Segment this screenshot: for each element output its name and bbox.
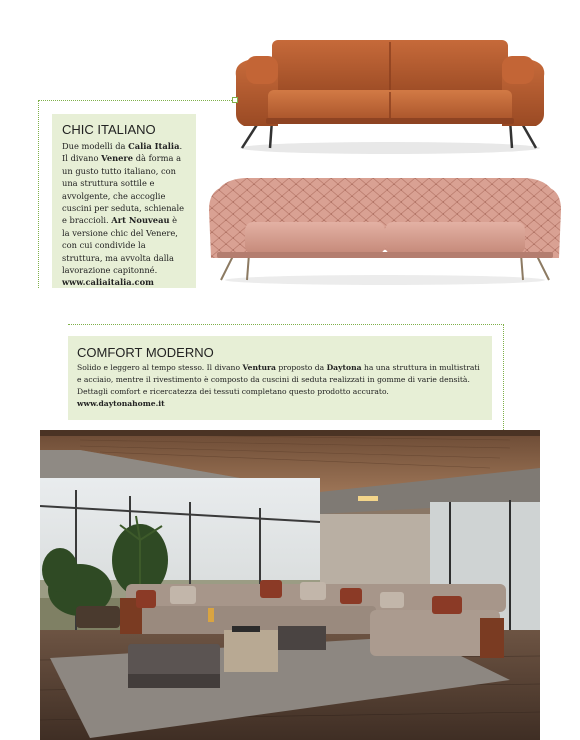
section-body: Solido e leggero al tempo stesso. Il divano Ventura proposto da Daytona ha una struttura in multistrati e acciaio, mentre il rivestimento è composto da cuscini di seduta realizzati in gomme di varie densità. Dettagli comfort e ricercatezza dei tessuti completano questo prodotto accurato. www.daytonahome.it [77, 363, 480, 408]
living-room-photo [40, 430, 540, 740]
sofa-venere-image [230, 30, 550, 160]
section-title: CHIC ITALIANO [62, 122, 156, 137]
section-body: Due modelli da Calia Italia. Il divano Venere dà forma a un gusto tutto italiano, con una struttura sottile e avvolgente, che accoglie cuscini per seduta, schienale e braccioli. Art Nouveau è la versione chic del Venere, con cui condivide la struttura, ma avvolta dalla lavorazione capitonné. www.caliaitalia.com [62, 141, 185, 288]
connector-marker [232, 97, 238, 103]
sofa-art-nouveau-image [205, 172, 565, 292]
chic-italiano-box [52, 114, 196, 288]
comfort-moderno-box [68, 336, 492, 420]
connector-line [38, 100, 39, 288]
website-link[interactable]: www.daytonahome.it [77, 399, 165, 408]
connector-line [68, 324, 504, 325]
connector-line [38, 100, 234, 101]
website-link[interactable]: www.caliaitalia.com [62, 277, 154, 288]
section-title: COMFORT MODERNO [77, 345, 214, 360]
